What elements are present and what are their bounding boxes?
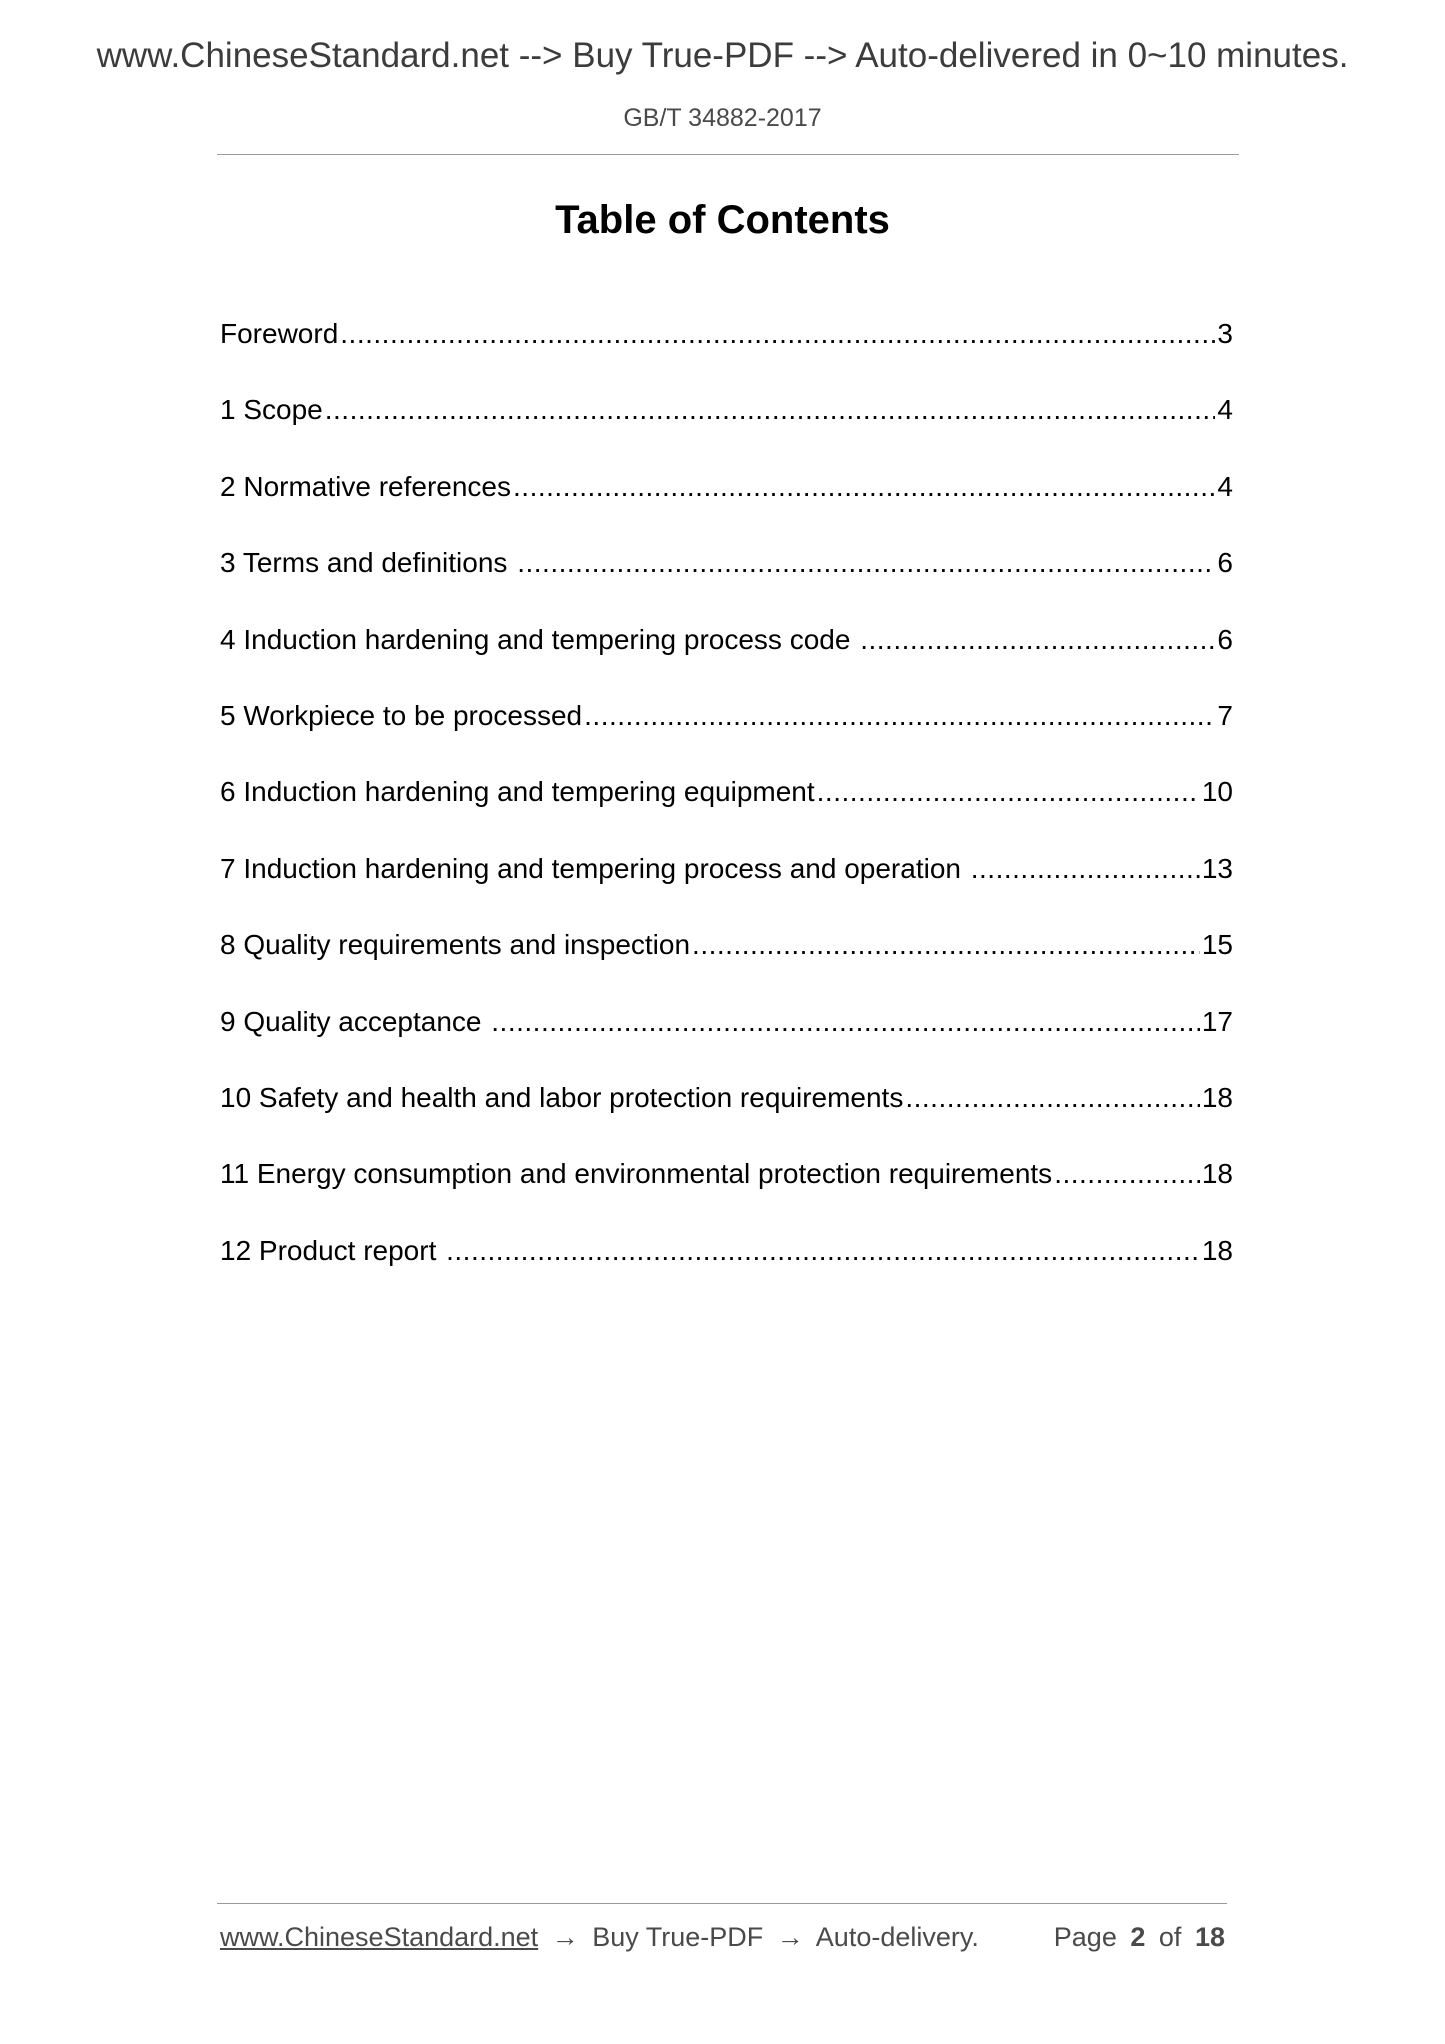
toc-entry[interactable] <box>220 1158 1233 1234</box>
toc-dot-leader <box>513 471 1215 503</box>
toc-entry[interactable] <box>220 547 1233 623</box>
toc-entry-label: 12 Product report <box>220 1234 445 1266</box>
page-current: 2 <box>1130 1922 1146 1952</box>
toc-entry-page: 18 <box>1201 1158 1233 1190</box>
footer-divider <box>217 1903 1227 1904</box>
toc-dot-leader <box>817 776 1200 808</box>
toc-entry[interactable] <box>220 1082 1233 1158</box>
toc-entry-page: 6 <box>1217 547 1233 579</box>
right-arrow-icon: → <box>776 1922 804 1952</box>
toc-entry-page: 15 <box>1201 929 1233 961</box>
toc-entry-label: 1 Scope <box>220 394 323 426</box>
toc-entry[interactable] <box>220 929 1233 1005</box>
toc-entry-page: 13 <box>1201 852 1233 884</box>
toc-entry-label: 3 Terms and definitions <box>220 547 516 579</box>
toc-entry[interactable] <box>220 853 1233 929</box>
toc-dot-leader <box>905 1082 1200 1114</box>
toc-entry[interactable] <box>220 471 1233 547</box>
table-of-contents <box>220 318 1233 1311</box>
toc-dot-leader <box>584 700 1215 732</box>
page-label: Page <box>1053 1922 1117 1952</box>
toc-entry-page: 18 <box>1201 1234 1233 1266</box>
toc-entry-page: 3 <box>1217 318 1233 349</box>
toc-entry[interactable] <box>220 624 1233 700</box>
page-total: 18 <box>1194 1922 1225 1952</box>
toc-dot-leader <box>1054 1158 1200 1190</box>
toc-entry-label: 5 Workpiece to be processed <box>220 699 583 731</box>
page-indicator <box>1054 1922 1225 1953</box>
toc-dot-leader <box>692 929 1200 961</box>
toc-entry-label: 7 Induction hardening and tempering process and operation <box>220 852 969 884</box>
toc-dot-leader <box>340 318 1215 350</box>
toc-entry[interactable] <box>220 700 1233 776</box>
toc-entry-label: 10 Safety and health and labor protection requirements <box>220 1081 904 1113</box>
toc-entry[interactable] <box>220 318 1233 394</box>
toc-entry-page: 6 <box>1217 623 1233 655</box>
page-of: of <box>1158 1922 1182 1952</box>
footer-promo <box>220 1922 979 1953</box>
toc-dot-leader <box>325 394 1216 426</box>
toc-entry[interactable] <box>220 1006 1233 1082</box>
toc-dot-leader <box>860 624 1215 656</box>
document-code: GB/T 34882-2017 <box>623 104 822 132</box>
right-arrow-icon: → <box>551 1922 579 1952</box>
toc-entry-label: Foreword <box>220 318 339 349</box>
toc-entry[interactable] <box>220 776 1233 852</box>
toc-entry-page: 10 <box>1201 776 1233 808</box>
toc-dot-leader <box>446 1235 1200 1267</box>
toc-entry[interactable] <box>220 1235 1233 1311</box>
toc-entry-page: 7 <box>1217 699 1233 731</box>
toc-entry-label: 9 Quality acceptance <box>220 1005 490 1037</box>
top-banner: www.ChineseStandard.net --> Buy True-PDF --> Auto-delivered in 0~10 minutes. <box>96 36 1349 75</box>
footer-site-link[interactable]: www.ChineseStandard.net <box>220 1922 539 1952</box>
toc-entry-label: 2 Normative references <box>220 470 512 502</box>
toc-entry-label: 6 Induction hardening and tempering equipment <box>220 776 815 808</box>
toc-entry-page: 4 <box>1217 470 1233 502</box>
toc-entry-page: 4 <box>1217 394 1233 426</box>
footer-delivery-text: Auto-delivery. <box>815 1922 979 1952</box>
header-divider <box>217 154 1239 155</box>
toc-entry-label: 4 Induction hardening and tempering process code <box>220 623 859 655</box>
toc-dot-leader <box>517 547 1215 579</box>
toc-title: Table of Contents <box>555 198 890 242</box>
toc-entry-page: 17 <box>1201 1005 1233 1037</box>
toc-entry-label: 11 Energy consumption and environmental protection requirements <box>220 1158 1053 1190</box>
toc-dot-leader <box>971 853 1200 885</box>
toc-entry-label: 8 Quality requirements and inspection <box>220 929 691 961</box>
footer-buy-text: Buy True-PDF <box>592 1922 764 1952</box>
toc-entry-page: 18 <box>1201 1081 1233 1113</box>
toc-dot-leader <box>491 1006 1200 1038</box>
toc-entry[interactable] <box>220 394 1233 470</box>
